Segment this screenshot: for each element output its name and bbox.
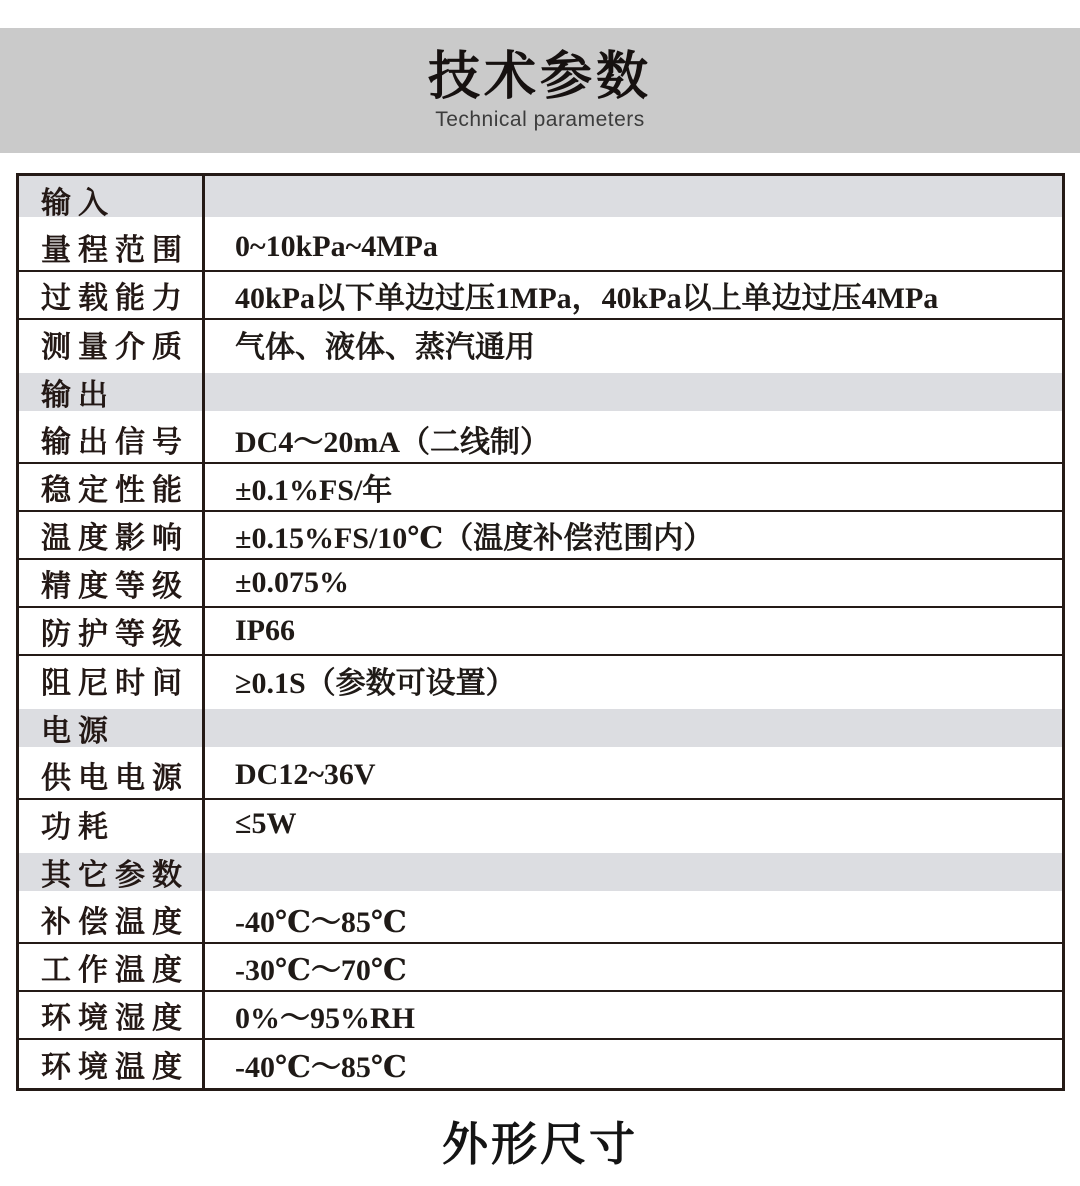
row-value: -40℃～85℃	[235, 906, 407, 939]
table-row	[19, 464, 1062, 512]
table-row	[19, 560, 1062, 608]
row-value: DC4～20mA（二线制）	[235, 426, 550, 459]
row-value: 气体、液体、蒸汽通用	[235, 331, 535, 364]
table-row	[19, 608, 1062, 656]
row-value: 0%～95%RH	[235, 1002, 415, 1035]
row-value: -30℃～70℃	[235, 954, 407, 987]
row-value: 40kPa以下单边过压1MPa，40kPa以上单边过压4MPa	[235, 282, 939, 315]
row-value	[205, 176, 1062, 224]
row-label: 防护等级	[19, 608, 205, 654]
row-label: 供电电源	[19, 752, 205, 798]
table-row	[19, 944, 1062, 992]
row-value: -40℃～85℃	[235, 1051, 407, 1084]
spec-table	[16, 173, 1065, 1091]
row-label: 其它参数	[19, 848, 205, 896]
row-label: 输入	[19, 176, 205, 224]
table-row	[19, 848, 1062, 896]
page-title: 技术参数	[427, 47, 652, 106]
row-label: 输出信号	[19, 416, 205, 462]
row-value	[205, 848, 1062, 896]
row-value: DC12~36V	[235, 758, 376, 791]
row-label: 温度影响	[19, 512, 205, 558]
row-label: 测量介质	[19, 320, 205, 368]
table-row	[19, 272, 1062, 320]
section-heading-outline-dimensions: 外形尺寸	[442, 1118, 638, 1170]
row-label: 环境湿度	[19, 992, 205, 1038]
row-value: ≥0.1S（参数可设置）	[235, 667, 516, 700]
row-value: ±0.075%	[235, 566, 349, 599]
table-row	[19, 1040, 1062, 1088]
table-row	[19, 896, 1062, 944]
row-label: 精度等级	[19, 560, 205, 606]
row-value: 0~10kPa~4MPa	[235, 230, 438, 263]
row-label: 量程范围	[19, 224, 205, 270]
row-value: ±0.15%FS/10℃（温度补偿范围内）	[235, 522, 714, 555]
table-row	[19, 992, 1062, 1040]
table-row	[19, 752, 1062, 800]
table-row	[19, 512, 1062, 560]
row-label: 电源	[19, 704, 205, 752]
row-label: 环境温度	[19, 1040, 205, 1088]
table-row	[19, 656, 1062, 704]
row-label: 阻尼时间	[19, 656, 205, 704]
table-row	[19, 416, 1062, 464]
table-row	[19, 176, 1062, 224]
row-value: IP66	[235, 614, 295, 647]
table-row	[19, 224, 1062, 272]
row-label: 输出	[19, 368, 205, 416]
table-row	[19, 320, 1062, 368]
row-label: 工作温度	[19, 944, 205, 990]
table-row	[19, 368, 1062, 416]
row-value	[205, 368, 1062, 416]
row-label: 过载能力	[19, 272, 205, 318]
row-value: ≤5W	[235, 807, 297, 840]
table-row	[19, 704, 1062, 752]
row-value	[205, 704, 1062, 752]
row-label: 补偿温度	[19, 896, 205, 942]
page-subtitle: Technical parameters	[435, 108, 645, 132]
row-value: ±0.1%FS/年	[235, 474, 393, 507]
row-label: 功耗	[19, 800, 205, 848]
row-label: 稳定性能	[19, 464, 205, 510]
table-row	[19, 800, 1062, 848]
header-banner	[0, 28, 1080, 153]
